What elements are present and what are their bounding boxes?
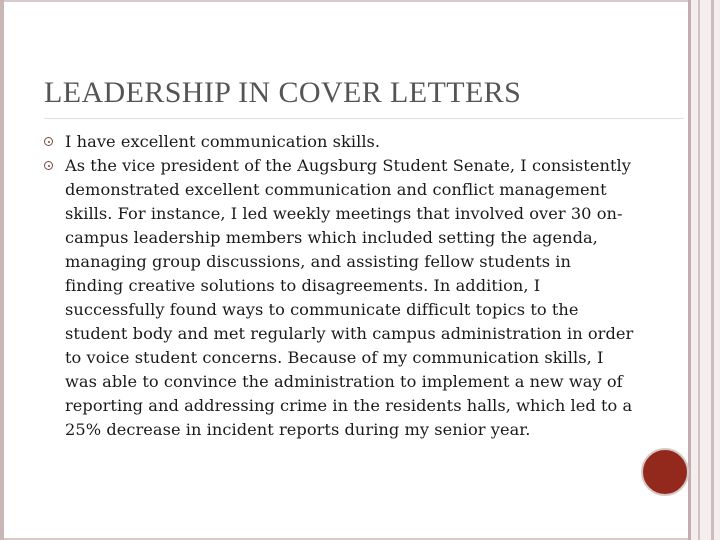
right-border-line [698, 0, 700, 540]
bullet-text: As the vice president of the Augsburg Student Senate, I consistently demonstrated excellent communication and conflict management skills. For instance, I led weekly meetings that involved over 30 on-campus leadership members which included setting the agenda, managing group discussions, and assisting fellow students in finding creative solutions to disagreements. In addition, I successfully found ways to communicate difficult topics to the student body and met regularly with campus administration in order to voice student concerns. Because of my communication skills, I was able to convince the administration to implement a new way of reporting and addressing crime in the residents halls, which led to a 25% decrease in incident reports during my senior year. [65, 156, 634, 439]
right-border-line [688, 0, 691, 540]
circle-bullet-icon [44, 137, 53, 146]
bullet-item [44, 130, 634, 154]
slide-frame-top [0, 0, 720, 2]
slide-frame-left [0, 0, 4, 540]
circle-bullet-icon [44, 161, 53, 170]
slide-right-band [688, 0, 720, 540]
right-border-line [711, 0, 714, 540]
bullet-item [44, 154, 634, 442]
accent-circle-decoration [641, 448, 689, 496]
bullet-list [44, 130, 634, 442]
title-divider [44, 118, 684, 119]
slide-title: LEADERSHIP IN COVER LETTERS [44, 76, 522, 109]
bullet-text: I have excellent communication skills. [65, 132, 381, 151]
